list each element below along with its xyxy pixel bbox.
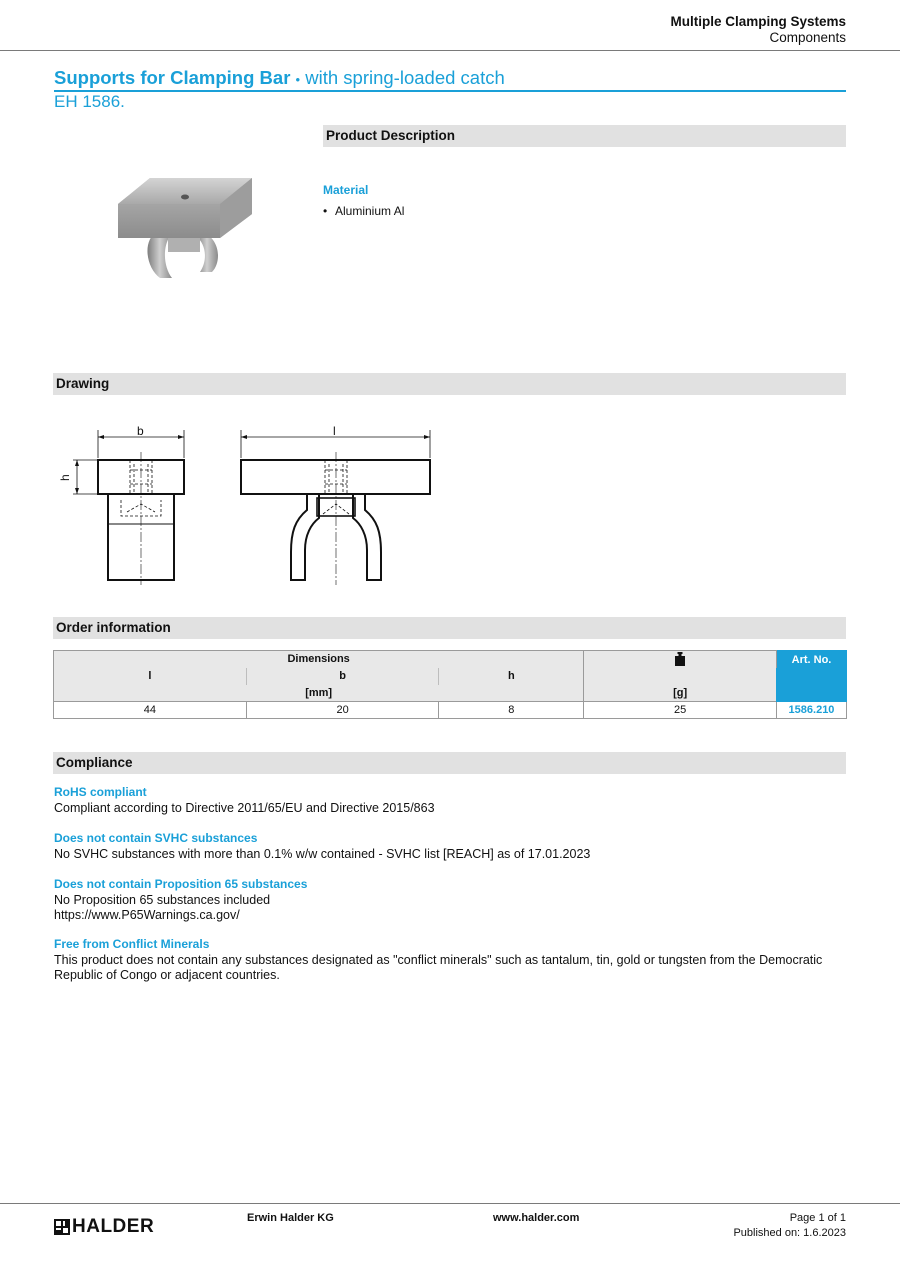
compliance-header: Compliance <box>53 752 846 774</box>
weight-header <box>584 651 777 668</box>
col-h-header: h <box>439 668 584 685</box>
footer-company: Erwin Halder KG <box>247 1212 334 1224</box>
product-subtitle: with spring-loaded catch <box>305 67 505 88</box>
product-description-header: Product Description <box>323 125 846 147</box>
material-value: Aluminium Al <box>335 204 405 218</box>
artno-header: Art. No. <box>776 651 846 702</box>
product-code: EH 1586. <box>54 92 125 111</box>
cell-b: 20 <box>246 702 439 719</box>
order-information-header: Order information <box>53 617 846 639</box>
weight-icon <box>675 652 685 666</box>
bullet: • <box>323 204 328 218</box>
dim-label-h: h <box>58 474 72 481</box>
material-item <box>323 204 404 218</box>
footer-page-number: Page 1 of 1 <box>789 1212 846 1224</box>
halder-logo <box>54 1216 154 1238</box>
logo-text: HALDER <box>72 1216 155 1237</box>
order-table <box>53 650 847 719</box>
cell-artno[interactable]: 1586.210 <box>776 702 846 719</box>
rohs-text: Compliant according to Directive 2011/65/EU and Directive 2015/863 <box>54 801 435 815</box>
drawing-header: Drawing <box>53 373 846 395</box>
svhc-title: Does not contain SVHC substances <box>54 831 258 845</box>
conflict-minerals-text: This product does not contain any substances designated as "conflict minerals" such as tantalum, tin, gold or tungsten from the Democratic Republic of Congo or adjacent countries. <box>54 953 823 982</box>
col-b-header: b <box>246 668 439 685</box>
page-title <box>54 67 505 89</box>
header-category: Multiple Clamping Systems <box>670 14 846 29</box>
prop65-link[interactable]: https://www.P65Warnings.ca.gov/ <box>54 908 240 922</box>
title-rule <box>54 90 846 92</box>
unit-g: [g] <box>584 685 777 702</box>
product-photo <box>112 170 257 290</box>
dimensions-header: Dimensions <box>54 651 584 668</box>
weight-header-spacer <box>584 668 777 685</box>
rohs-title: RoHS compliant <box>54 785 147 799</box>
footer-published-date: Published on: 1.6.2023 <box>733 1227 846 1239</box>
product-title: Supports for Clamping Bar <box>54 67 291 88</box>
unit-mm: [mm] <box>54 685 584 702</box>
cell-l: 44 <box>54 702 247 719</box>
cell-weight: 25 <box>584 702 777 719</box>
dim-label-b: b <box>137 424 144 438</box>
conflict-minerals-title: Free from Conflict Minerals <box>54 937 210 951</box>
header-divider <box>0 50 900 51</box>
footer-divider <box>0 1203 900 1204</box>
dim-label-l: l <box>333 424 336 438</box>
svhc-text: No SVHC substances with more than 0.1% w/w contained - SVHC list [REACH] as of 17.01.2023 <box>54 847 591 861</box>
cell-h: 8 <box>439 702 584 719</box>
material-label: Material <box>323 183 369 197</box>
col-l-header: l <box>54 668 247 685</box>
prop65-text: No Proposition 65 substances included <box>54 893 271 907</box>
footer-website[interactable]: www.halder.com <box>493 1212 580 1224</box>
title-separator: • <box>295 72 301 87</box>
halder-logo-icon <box>54 1219 70 1235</box>
header-subcategory: Components <box>769 30 846 45</box>
prop65-title: Does not contain Proposition 65 substances <box>54 877 308 891</box>
technical-drawing <box>55 420 445 590</box>
